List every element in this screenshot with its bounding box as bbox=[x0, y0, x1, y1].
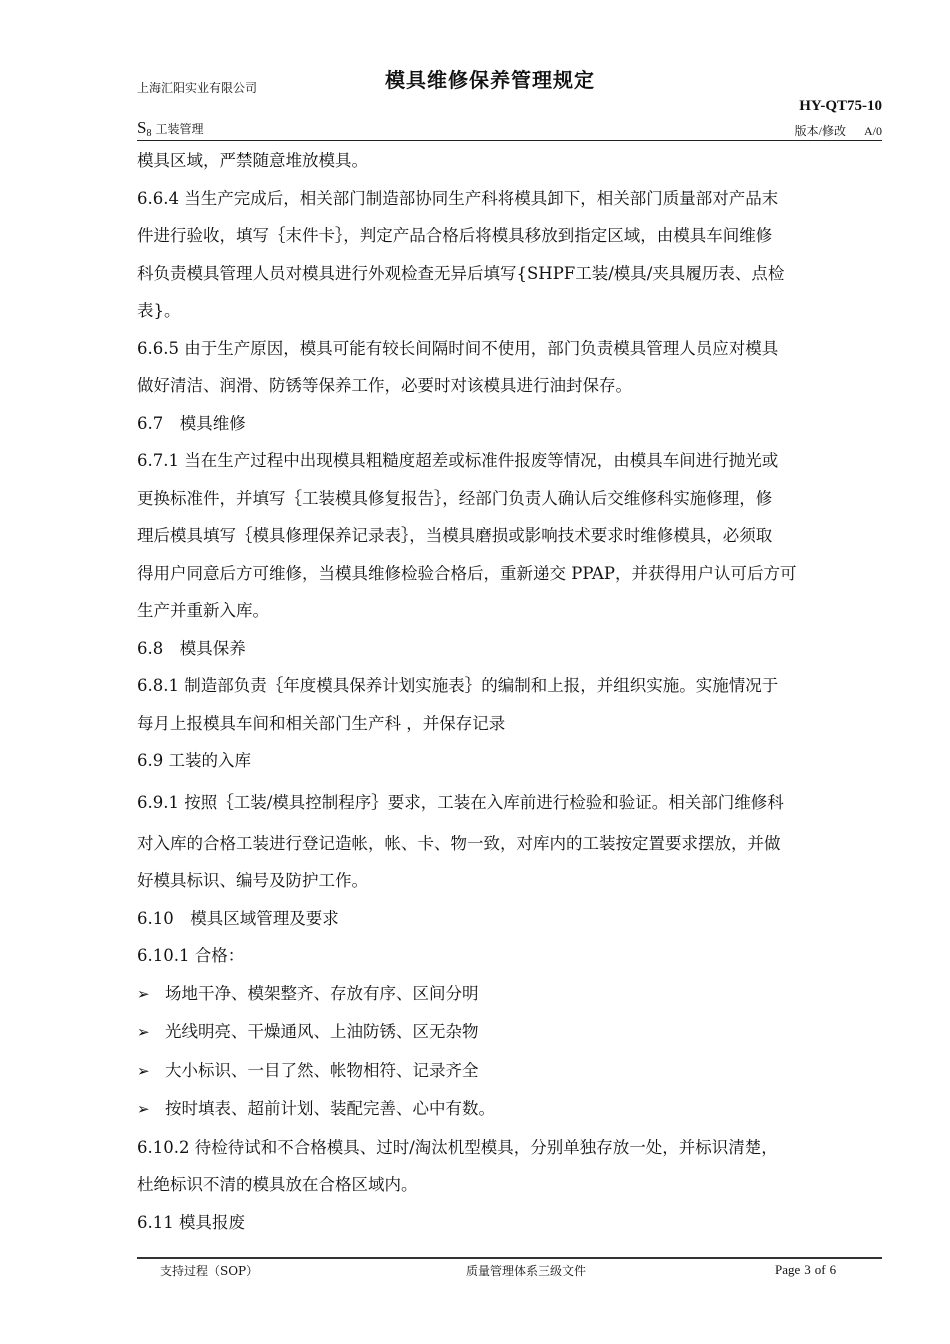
version-info bbox=[795, 122, 882, 139]
paragraph-line: 杜绝标识不清的模具放在合格区域内。 bbox=[137, 1175, 418, 1194]
paragraph-line: 6.6.4 当生产完成后，相关部门制造部协同生产科将模具卸下，相关部门质量部对产品末 bbox=[137, 188, 779, 208]
paragraph-line: 科负责模具管理人员对模具进行外观检查无异后填写{SHPF工装/模具/夹具履历表、点检 bbox=[137, 263, 785, 283]
document-code: HY-QT75-10 bbox=[799, 98, 882, 114]
section-label bbox=[137, 118, 203, 138]
arrow-right-icon: ➢ bbox=[137, 1023, 150, 1041]
paragraph-line: 每月上报模具车间和相关部门生产科 ，并保存记录 bbox=[137, 713, 506, 733]
paragraph-line: 6.7.1 当在生产过程中出现模具粗糙度超差或标准件报废等情况，由模具车间进行抛光或 bbox=[137, 451, 779, 470]
arrow-right-icon: ➢ bbox=[137, 984, 150, 1003]
paragraph-line: 6.6.5 由于生产原因，模具可能有较长间隔时间不使用，部门负责模具管理人员应对模具 bbox=[137, 338, 779, 358]
version-value: A/0 bbox=[864, 124, 882, 138]
paragraph-line: 好模具标识、编号及防护工作。 bbox=[137, 871, 368, 890]
paragraph-line: 模具区域，严禁随意堆放模具。 bbox=[137, 151, 368, 170]
section-letter: S bbox=[137, 118, 147, 137]
paragraph-line: 得用户同意后方可维修，当模具维修检验合格后，重新递交 PPAP，并获得用户认可后方可 bbox=[137, 563, 797, 583]
list-item bbox=[137, 975, 892, 1014]
paragraph-line: 更换标准件，并填写｛工装模具修复报告｝，经部门负责人确认后交维修科实施修理，修 bbox=[137, 488, 773, 508]
list-item bbox=[137, 1090, 892, 1129]
list-item-text: 大小标识、一目了然、帐物相符、记录齐全 bbox=[165, 1060, 479, 1080]
paragraph-line: 6.10.1 合格： bbox=[137, 946, 245, 965]
footer-process: 支持过程（SOP） bbox=[160, 1264, 259, 1278]
paragraph-line: 理后模具填写｛模具修理保养记录表｝，当模具磨损或影响技术要求时维修模具，必须取 bbox=[137, 526, 773, 545]
footer-doc-level: 质量管理体系三级文件 bbox=[466, 1264, 587, 1278]
arrow-right-icon: ➢ bbox=[137, 1100, 150, 1118]
list-item-text: 场地干净、模架整齐、存放有序、区间分明 bbox=[165, 983, 479, 1003]
section-heading: 6.9 工装的入库 bbox=[137, 751, 251, 770]
list-item bbox=[137, 1052, 892, 1091]
company-name: 上海汇阳实业有限公司 bbox=[137, 81, 258, 95]
section-heading: 6.10 模具区域管理及要求 bbox=[137, 908, 339, 928]
paragraph-line: 6.9.1 按照｛工装/模具控制程序｝要求，工装在入库前进行检验和验证。相关部门维修科 bbox=[137, 792, 784, 812]
version-label: 版本/修改 bbox=[794, 124, 846, 138]
list-item bbox=[137, 1013, 892, 1052]
header-divider bbox=[137, 140, 882, 141]
page-total: 6 bbox=[829, 1262, 837, 1277]
document-body bbox=[137, 142, 892, 1241]
paragraph-line: 6.8.1 制造部负责｛年度模具保养计划实施表｝的编制和上报，并组织实施。实施情况于 bbox=[137, 676, 779, 695]
paragraph-line: 生产并重新入库。 bbox=[137, 601, 269, 620]
section-name: 工装管理 bbox=[155, 122, 204, 136]
page-number bbox=[775, 1262, 840, 1278]
section-heading: 6.11 模具报废 bbox=[137, 1212, 245, 1232]
section-number: 8 bbox=[146, 128, 152, 139]
paragraph-line: 对入库的合格工装进行登记造帐，帐、卡、物一致，对库内的工装按定置要求摆放，并做 bbox=[137, 833, 781, 853]
paragraph-line: 件进行验收，填写｛末件卡｝，判定产品合格后将模具移放到指定区域，由模具车间维修 bbox=[137, 226, 773, 245]
page-current: 3 bbox=[804, 1262, 811, 1277]
page-of: of bbox=[814, 1262, 826, 1277]
footer-divider bbox=[137, 1257, 882, 1259]
paragraph-line: 6.10.2 待检待试和不合格模具、过时/淘汰机型模具，分别单独存放一处，并标识清楚， bbox=[137, 1137, 778, 1157]
paragraph-line: 做好清洁、润滑、防锈等保养工作，必要时对该模具进行油封保存。 bbox=[137, 376, 632, 395]
arrow-right-icon: ➢ bbox=[137, 1061, 150, 1080]
paragraph-line: 表}。 bbox=[137, 301, 181, 320]
section-heading: 6.7 模具维修 bbox=[137, 413, 246, 433]
list-item-text: 按时填表、超前计划、装配完善、心中有数。 bbox=[165, 1099, 495, 1118]
section-heading: 6.8 模具保养 bbox=[137, 638, 246, 658]
list-item-text: 光线明亮、干燥通风、上油防锈、区无杂物 bbox=[165, 1022, 479, 1041]
page-label: Page bbox=[775, 1262, 801, 1277]
document-title: 模具维修保养管理规定 bbox=[385, 68, 595, 92]
